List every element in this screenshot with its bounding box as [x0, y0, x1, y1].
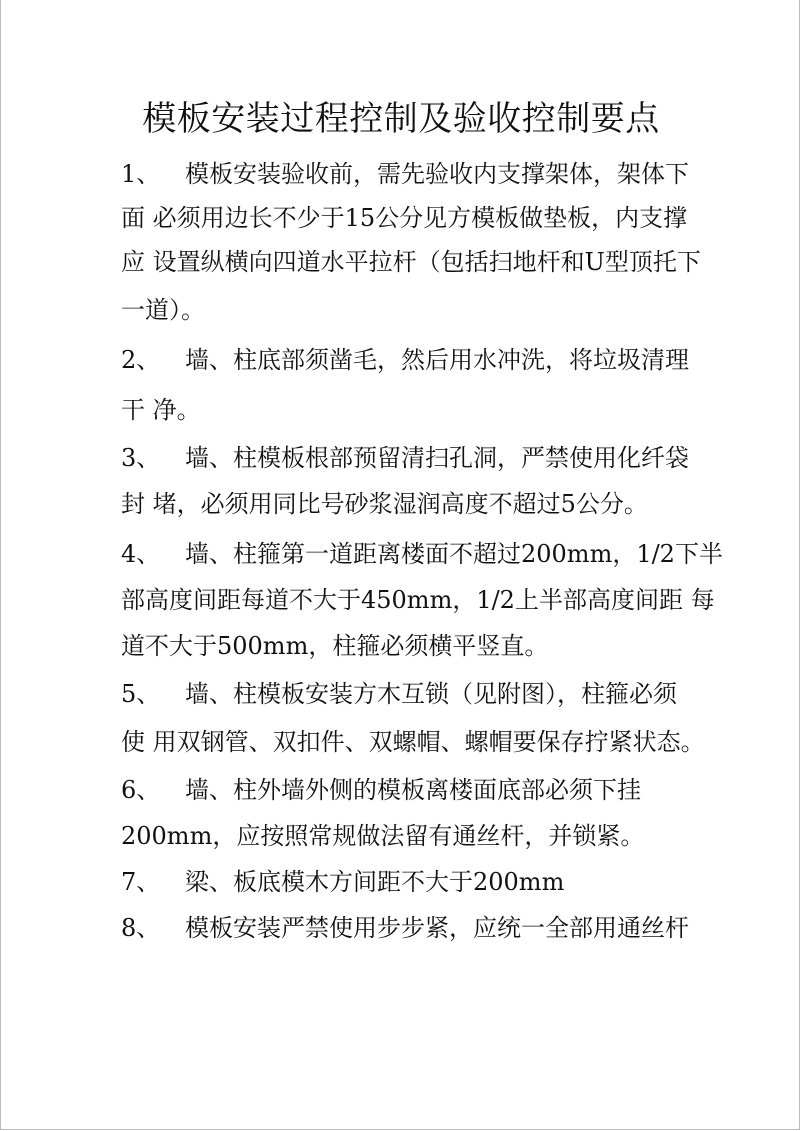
item-number: 1、: [121, 160, 161, 188]
item-1-line-3: 应 设置纵横向四道水平拉杆（包括扫地杆和U型顶托下: [121, 248, 701, 276]
item-2-line-2: 干 净。: [121, 396, 201, 424]
document-title: 模板安装过程控制及验收控制要点: [142, 99, 660, 139]
item-text: 墙、柱外墙外侧的模板离楼面底部必须下挂: [185, 776, 641, 804]
item-text: 墙、柱模板根部预留清扫孔洞，严禁使用化纤袋: [185, 444, 689, 472]
item-number: 5、: [121, 680, 161, 708]
item-1-line-1: [121, 156, 689, 192]
item-4-line-1: [121, 536, 723, 572]
item-6-line-2: 200mm，应按照常规做法留有通丝杆，并锁紧。: [121, 822, 645, 850]
item-8-line-1: [121, 910, 689, 946]
item-text: 模板安装验收前，需先验收内支撑架体，架体下: [185, 160, 689, 188]
item-6-line-1: [121, 772, 641, 808]
item-number: 3、: [121, 444, 161, 472]
item-3-line-2: 封 堵，必须用同比号砂浆湿润高度不超过5公分。: [121, 490, 648, 518]
item-text: 墙、柱箍第一道距离楼面不超过200mm，1/2下半: [185, 540, 723, 568]
item-5-line-2: 使 用双钢管、双扣件、双螺帽、螺帽要保存拧紧状态。: [121, 728, 705, 756]
item-text: 梁、板底模木方间距不大于200mm: [185, 868, 565, 896]
item-2-line-1: [121, 342, 689, 378]
item-4-line-3: 道不大于500mm，柱箍必须横平竖直。: [121, 632, 549, 660]
item-number: 6、: [121, 776, 161, 804]
item-text: 墙、柱底部须凿毛，然后用水冲洗，将垃圾清理: [185, 346, 689, 374]
item-3-line-1: [121, 440, 689, 476]
item-number: 4、: [121, 540, 161, 568]
item-text: 模板安装严禁使用步步紧，应统一全部用通丝杆: [185, 914, 689, 942]
item-number: 2、: [121, 346, 161, 374]
item-7-line-1: [121, 864, 564, 900]
item-1-line-4: 一道）。: [121, 296, 205, 324]
item-1-line-2: 面 必须用边长不少于15公分见方模板做垫板，内支撑: [121, 204, 688, 232]
item-4-line-2: 部高度间距每道不大于450mm，1/2上半部高度间距 每: [121, 586, 715, 614]
item-number: 8、: [121, 914, 161, 942]
item-number: 7、: [121, 868, 161, 896]
item-5-line-1: [121, 676, 677, 712]
item-text: 墙、柱模板安装方木互锁（见附图），柱箍必须: [185, 680, 677, 708]
